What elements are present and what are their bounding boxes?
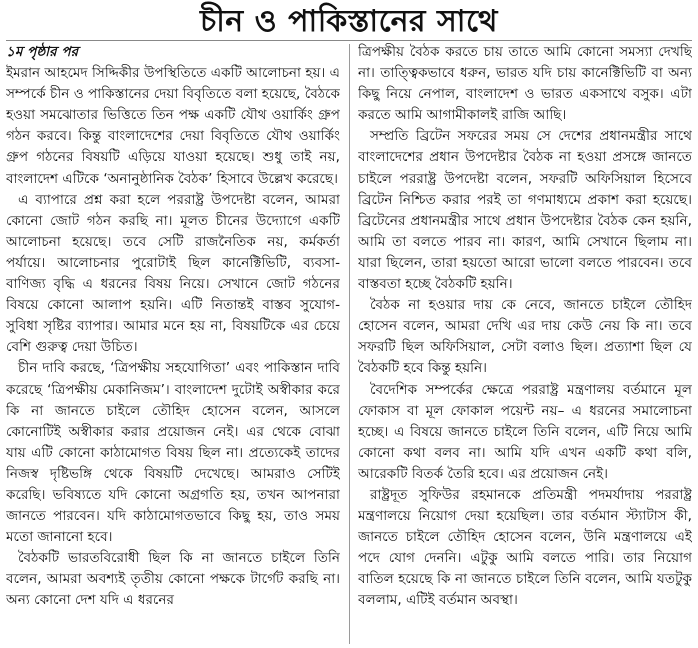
headline-rule: [6, 40, 692, 41]
article-paragraph: বৈঠক না হওয়ার দায় কে নেবে, জানতে চাইলে তৌহিদ হোসেন বলেন, আমরা দেখি এর দায় কেউ নেয় কি না। তবে সফরটি ছিল অফিসিয়াল, সেটা বলাও ছিল। প্রত্যাশা ছিল যে বৈঠকটি হবে কিন্তু হয়নি।: [358, 297, 692, 377]
article-paragraph: রাষ্ট্রদূত সুফিউর রহমানকে প্রতিমন্ত্রী পদমর্যাদায় পররাষ্ট্র মন্ত্রণালয়ে নিয়োগ দেয়া হয়েছিল। তার বর্তমান স্ট্যাটাস কী, জানতে চাইলে তৌহিদ হোসেন বলেন, উনি মন্ত্রণালয়ে এই পদে যোগ দেননি। এটুকু আমি বলতে পারি। তার নিয়োগ বাতিল হয়েছে কি না জানতে চাইলে তিনি বলেন, আমি যতটুকু বললাম, এটিই বর্তমান অবস্থা।: [358, 486, 692, 609]
continued-from-kicker: ১ম পৃষ্ঠার পর: [6, 44, 79, 60]
article-paragraph: এ ব্যাপারে প্রশ্ন করা হলে পররাষ্ট্র উপদেষ্টা বলেন, আমরা কোনো জোট গঠন করছি না। মূলত চীনের উদ্যোগে একটি আলোচনা হয়েছে। তবে সেটি রাজনৈতিক নয়, কর্মকর্তা পর্যায়ে। আলোচনার পুরোটাই ছিল কানেক্টিভিটি, ব্যবসা-বাণিজ্য বৃদ্ধি এ ধরনের বিষয় নিয়ে। সেখানে জোট গঠনের বিষয়ে কোনো আলাপ হয়নি। এটি নিতান্তই বাস্তব সুযোগ-সুবিধা সৃষ্টির ব্যাপার। আমার মনে হয় না, বিষয়টিকে এর চেয়ে বেশি গুরুত্ব দেয়া উচিত।: [6, 191, 340, 356]
article-paragraph: চীন দাবি করছে, ‘ত্রিপক্ষীয় সহযোগিতা’ এবং পাকিস্তান দাবি করেছে ‘ত্রিপক্ষীয় মেকানিজম’। বাংলাদেশ দুটোই অস্বীকার করে কি না জানতে চাইলে তৌহিদ হোসেন বলেন, আসলে কোনোটিই অস্বীকার করার প্রয়োজন নেই। এর থেকে বোঝা যায় এটি কোনো কাঠামোগত বিষয় ছিল না। প্রত্যেকেই তাদের নিজস্ব দৃষ্টিভঙ্গি থেকে বিষয়টি দেখেছে। আমরাও সেটিই করেছি। ভবিষ্যতে যদি কোনো অগ্রগতি হয়, তখন আপনারা জানতে পারবেন। যদি কাঠামোগতভাবে কিছু হয়, তাও সময় মতো জানানো হবে।: [6, 360, 340, 546]
article-paragraph: বৈঠকটি ভারতবিরোধী ছিল কি না জানতে চাইলে তিনি বলেন, আমরা অবশ্যই তৃতীয় কোনো পক্ষকে টার্গেট করছি না। অন্য কোনো দেশ যদি এ ধরনের: [6, 550, 340, 609]
article-paragraph: [6, 42, 340, 190]
right-column: [358, 42, 692, 646]
article-paragraph: ত্রিপক্ষীয় বৈঠক করতে চায় তাতে আমি কোনো সমস্যা দেখছি না। তাত্ত্বিকভাবে ধরুন, ভারত যদি চায় কানেক্টিভিটি বা অন্য কিছু নিয়ে নেপাল, বাংলাদেশ ও ভারত একসাথে বসুক। এটা করতে আমি আগামীকালই রাজি আছি।: [358, 44, 692, 124]
left-column: [6, 42, 340, 646]
column-divider: [349, 44, 350, 644]
headline: চীন ও পাকিস্তানের সাথে: [200, 4, 498, 39]
paragraph-text: ইমরান আহমেদ সিদ্দিকীর উপস্থিতিতে একটি আলোচনা হয়। এ সম্পর্কে চীন ও পাকিস্তানের দেয়া বিবৃতিতে বলা হয়েছে, বৈঠকে হওয়া সমঝোতার ভিত্তিতে তিন পক্ষ একটি যৌথ ওয়ার্কিং গ্রুপ গঠন করবে। কিন্তু বাংলাদেশের দেয়া বিবৃতিতে যৌথ ওয়ার্কিং গ্রুপ গঠনের বিষয়টি এড়িয়ে যাওয়া হয়েছে। শুধু তাই নয়, বাংলাদেশ এটিকে ‘অনানুষ্ঠানিক বৈঠক’ হিসাবে উল্লেখ করেছে।: [6, 65, 340, 187]
article-paragraph: বৈদেশিক সম্পর্কের ক্ষেত্রে পররাষ্ট্র মন্ত্রণালয় বর্তমানে মূল ফোকাস বা মূল ফোকাল পয়েন্ট নয়– এ ধরনের সমালোচনা হচ্ছে। এ বিষয়ে জানতে চাইলে তিনি বলেন, এটি নিয়ে আমি কোনো কথা বলব না। আমি যদি এখন একটি কথা বলি, আরেকটি বিতর্ক তৈরি হবে। এর প্রয়োজন নেই।: [358, 381, 692, 482]
article-paragraph: সম্প্রতি ব্রিটেন সফরের সময় সে দেশের প্রধানমন্ত্রীর সাথে বাংলাদেশের প্রধান উপদেষ্টার বৈঠক না হওয়া প্রসঙ্গে জানতে চাইলে পররাষ্ট্র উপদেষ্টা বলেন, সফরটি অফিসিয়াল হিসেবে ব্রিটেন নিশ্চিত করার পরই তা গণমাধ্যমে প্রকাশ করা হয়েছে। ব্রিটেনের প্রধানমন্ত্রীর সাথে প্রধান উপদেষ্টার বৈঠক কেন হয়নি, আমি তা বলতে পারব না। কারণ, আমি সেখানে ছিলাম না। যারা ছিলেন, তারা হয়তো আরো ভালো বলতে পারবেন। তবে বাস্তবতা হচ্ছে বৈঠকটি হয়নি।: [358, 128, 692, 293]
